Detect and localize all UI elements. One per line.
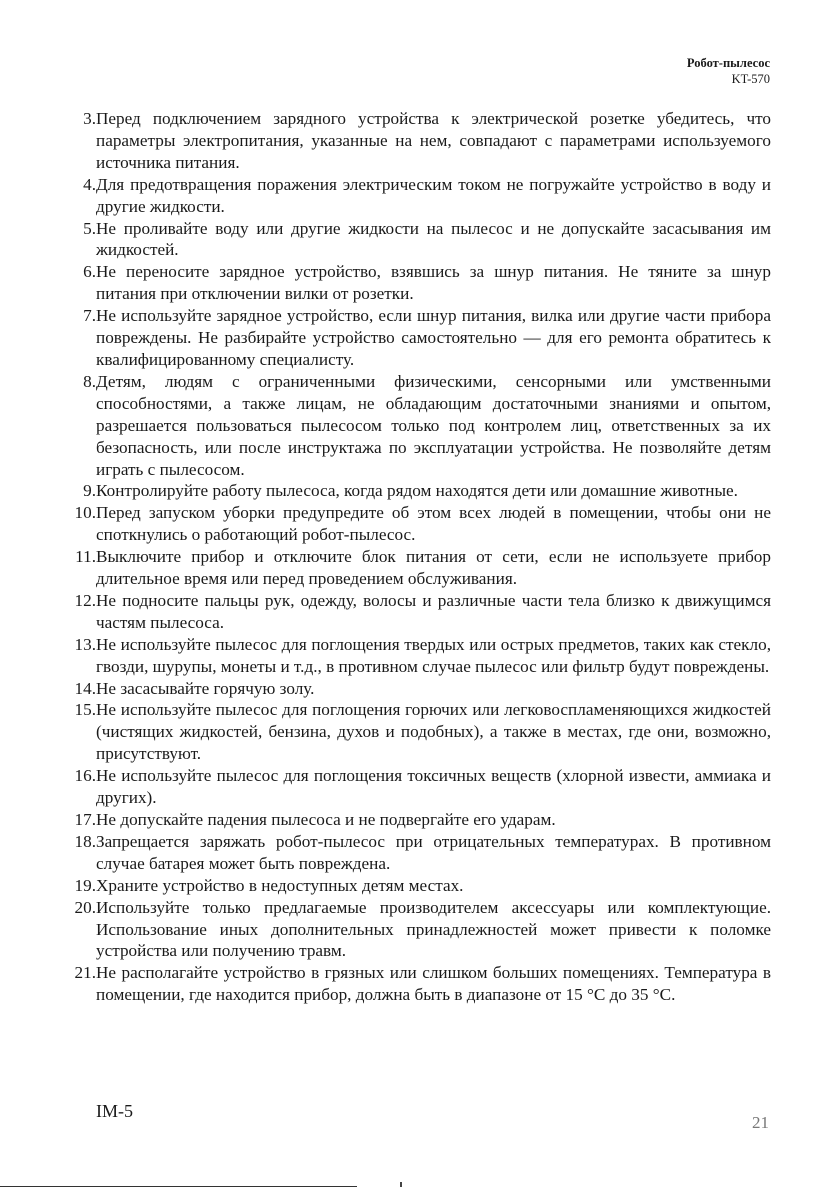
item-number: 19. xyxy=(74,875,96,895)
item-text: Не проливайте воду или другие жидкости на пылесос и не допускайте засасывания им жидкостей. xyxy=(96,218,771,260)
item-text: Храните устройство в недоступных детям местах. xyxy=(96,875,464,895)
list-item xyxy=(60,546,771,590)
item-text: Выключите прибор и отключите блок питания от сети, если не используете прибор длительное время или перед проведением обслуживания. xyxy=(96,547,771,589)
item-text: Контролируйте работу пылесоса, когда рядом находятся дети или домашние животные. xyxy=(96,481,738,501)
item-text: Не используйте пылесос для поглощения токсичных веществ (хлорной извести, аммиака и других). xyxy=(96,766,771,808)
item-number: 3. xyxy=(83,109,96,128)
list-item xyxy=(60,831,771,875)
item-text: Детям, людям с ограниченными физическими, сенсорными или умственными способностями, а также лицам, не обладающим достаточными знаниями и опытом, разрешается пользоваться пылесосом только под контролем лиц, ответственных за их безопасность, или после инструктажа по эксплуатации устройства. Не позволяйте детям играть с пылесосом. xyxy=(96,371,771,479)
item-text: Не располагайте устройство в грязных или слишком больших помещениях. Температура в помещении, где находится прибор, должна быть в диапазоне от 15 °C до 35 °C. xyxy=(96,963,771,1005)
list-item xyxy=(60,174,771,218)
item-text: Запрещается заряжать робот-пылесос при отрицательных температурах. В противном случае батарея может быть повреждена. xyxy=(96,831,771,873)
list-item xyxy=(60,634,771,678)
item-number: 12. xyxy=(74,590,96,610)
item-number: 17. xyxy=(74,810,96,829)
list-item xyxy=(60,371,771,481)
item-number: 16. xyxy=(74,766,96,786)
page-header xyxy=(687,55,770,87)
item-number: 4. xyxy=(83,174,96,194)
crop-mark xyxy=(400,1182,402,1187)
item-text: Не используйте пылесос для поглощения твердых или острых предметов, таких как стекло, гвозди, шурупы, монеты и т.д., в противном случае пылесос или фильтр будут повреждены. xyxy=(96,634,771,676)
item-text: Не используйте зарядное устройство, если шнур питания, вилка или другие части прибора повреждены. Не разбирайте устройство самостоятельно — для его ремонта обратитесь к квалифицированному специалисту. xyxy=(96,306,771,369)
product-name: Робот-пылесос xyxy=(686,56,770,70)
list-item xyxy=(60,305,771,371)
item-number: 18. xyxy=(74,831,96,851)
item-number: 15. xyxy=(74,700,96,720)
list-item xyxy=(60,678,771,700)
item-number: 7. xyxy=(83,306,96,326)
item-text: Не засасывайте горячую золу. xyxy=(96,678,315,698)
list-item xyxy=(60,590,771,634)
list-item xyxy=(60,261,771,305)
list-item xyxy=(60,502,771,546)
item-number: 13. xyxy=(74,634,96,654)
list-item xyxy=(60,897,771,963)
list-item xyxy=(60,765,771,809)
item-number: 21. xyxy=(74,963,96,983)
item-number: 14. xyxy=(74,678,96,698)
list-item xyxy=(60,809,771,831)
model-number: KT-570 xyxy=(731,72,770,86)
item-text: Не допускайте падения пылесоса и не подвергайте его ударам. xyxy=(96,810,556,829)
item-number: 11. xyxy=(75,547,96,567)
item-number: 5. xyxy=(83,218,96,238)
item-number: 9. xyxy=(83,481,96,501)
list-item xyxy=(60,218,771,262)
item-text: Не переносите зарядное устройство, взявшись за шнур питания. Не тяните за шнур питания при отключении вилки от розетки. xyxy=(96,262,771,304)
item-text: Перед запуском уборки предупредите об этом всех людей в помещении, чтобы они не споткнулись о работающий робот-пылесос. xyxy=(96,503,771,545)
list-item xyxy=(60,699,771,765)
safety-instructions-list xyxy=(60,108,771,1006)
footer-divider xyxy=(0,1186,357,1187)
item-number: 20. xyxy=(74,897,96,917)
item-text: Не используйте пылесос для поглощения горючих или легковоспламеняющихся жидкостей (чистящих жидкостей, бензина, духов и подобных), а также в местах, где они, возможно, присутствуют. xyxy=(96,700,771,764)
item-text: Не подносите пальцы рук, одежду, волосы и различные части тела близко к движущимся частям пылесоса. xyxy=(96,590,771,632)
list-item xyxy=(60,962,771,1006)
list-item xyxy=(60,875,771,897)
list-item xyxy=(60,480,771,502)
item-text: Перед подключением зарядного устройства к электрической розетке убедитесь, что параметры электропитания, указанные на нем, совпадают с параметрами используемого источника питания. xyxy=(96,109,771,172)
item-number: 6. xyxy=(83,262,96,282)
item-text: Для предотвращения поражения электрическим током не погружайте устройство в воду и другие жидкости. xyxy=(96,174,771,216)
page-number: 21 xyxy=(752,1113,769,1132)
item-text: Используйте только предлагаемые производителем аксессуары или комплектующие. Использование иных дополнительных принадлежностей может привести к поломке устройства или получению травм. xyxy=(96,897,771,961)
list-item xyxy=(60,108,771,174)
item-number: 8. xyxy=(83,371,96,391)
item-number: 10. xyxy=(74,503,96,523)
document-code: IM-5 xyxy=(96,1101,133,1121)
